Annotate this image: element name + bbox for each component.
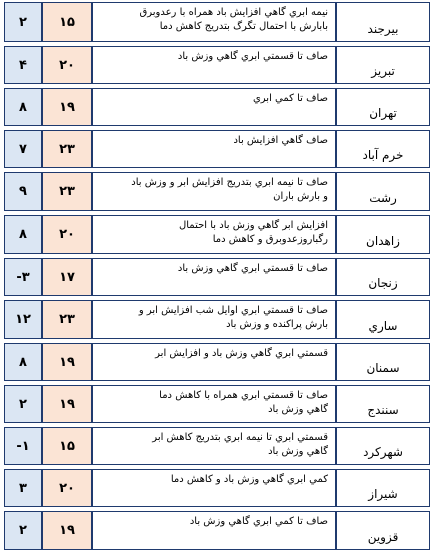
table-row xyxy=(0,383,430,425)
city-name: ساري xyxy=(336,300,430,339)
table-row xyxy=(0,44,430,86)
max-temp-cell: ۲۳ xyxy=(42,130,92,168)
city-name: تبریز xyxy=(336,46,430,84)
max-temp-cell: ۱۵ xyxy=(42,2,92,42)
min-temp-cell: ۸ xyxy=(4,343,42,381)
min-temp-cell: ۳ xyxy=(4,469,42,507)
table-row xyxy=(0,509,430,552)
min-temp-cell: ۷ xyxy=(4,130,42,168)
forecast-description: صاف تا كمي ابري xyxy=(92,88,336,126)
min-temp-cell: ۲ xyxy=(4,511,42,550)
max-temp-cell: ۲۰ xyxy=(42,215,92,254)
forecast-description: كمي ابري گاهي وزش باد و كاهش دما xyxy=(92,469,336,507)
min-temp-cell: ۸ xyxy=(4,88,42,126)
forecast-description: صاف تا قسمتي ابري گاهي وزش باد xyxy=(92,46,336,84)
min-temp-cell: ۱۲ xyxy=(4,300,42,339)
min-temp-cell: ۲ xyxy=(4,385,42,423)
min-temp-cell: ۴ xyxy=(4,46,42,84)
min-temp-cell: -۱ xyxy=(4,427,42,465)
city-name: زاهدان xyxy=(336,215,430,254)
forecast-description: افزايش ابر گاهي وزش باد با احتمال رگباروزعدوبرق و كاهش دما xyxy=(92,215,336,254)
max-temp-cell: ۱۹ xyxy=(42,511,92,550)
forecast-description: قسمتي ابري گاهي وزش باد و افزايش ابر xyxy=(92,343,336,381)
table-row xyxy=(0,128,430,170)
table-row xyxy=(0,467,430,509)
max-temp-cell: ۱۷ xyxy=(42,258,92,296)
max-temp-cell: ۱۹ xyxy=(42,385,92,423)
city-name: شهركرد xyxy=(336,427,430,465)
min-temp-cell: ۹ xyxy=(4,172,42,211)
city-name: رشت xyxy=(336,172,430,211)
forecast-description: صاف تا قسمتي ابري گاهي وزش باد xyxy=(92,258,336,296)
city-name: شيراز xyxy=(336,469,430,507)
city-name: تهران xyxy=(336,88,430,126)
max-temp-cell: ۲۳ xyxy=(42,300,92,339)
table-row xyxy=(0,213,430,256)
max-temp-cell: ۲۰ xyxy=(42,469,92,507)
forecast-description: صاف تا قسمتي ابري همراه با كاهش دما گاهي وزش باد xyxy=(92,385,336,423)
forecast-description: صاف تا قسمتي ابري اوايل شب افزايش ابر و بارش پراكنده و وزش باد xyxy=(92,300,336,339)
table-row xyxy=(0,0,430,44)
max-temp-cell: ۱۵ xyxy=(42,427,92,465)
table-row xyxy=(0,425,430,467)
max-temp-cell: ۱۹ xyxy=(42,343,92,381)
city-name: خرم آباد xyxy=(336,130,430,168)
forecast-description: صاف تا كمي ابري گاهي وزش باد xyxy=(92,511,336,550)
table-row xyxy=(0,170,430,213)
max-temp-cell: ۲۳ xyxy=(42,172,92,211)
min-temp-cell: ۲ xyxy=(4,2,42,42)
forecast-description: نیمه ابري گاهي افزايش باد همراه با رعدوبرق بابارش با احتمال تگرگ بتدريج كاهش دما xyxy=(92,2,336,42)
city-name: زنجان xyxy=(336,258,430,296)
table-row xyxy=(0,86,430,128)
min-temp-cell: -۳ xyxy=(4,258,42,296)
forecast-description: صاف تا نيمه ابري بتدريج افزايش ابر و وزش باد و بارش باران xyxy=(92,172,336,211)
city-name: سمنان xyxy=(336,343,430,381)
table-row xyxy=(0,298,430,341)
forecast-description: صاف گاهي افزايش باد xyxy=(92,130,336,168)
city-name: سنندج xyxy=(336,385,430,423)
max-temp-cell: ۲۰ xyxy=(42,46,92,84)
forecast-description: قسمتي ابري تا نيمه ابري بتدريج كاهش ابر گاهي وزش باد xyxy=(92,427,336,465)
max-temp-cell: ۱۹ xyxy=(42,88,92,126)
min-temp-cell: ۸ xyxy=(4,215,42,254)
city-name: بیرجند xyxy=(336,2,430,42)
table-row xyxy=(0,256,430,298)
city-name: قزوين xyxy=(336,511,430,550)
table-row xyxy=(0,341,430,383)
